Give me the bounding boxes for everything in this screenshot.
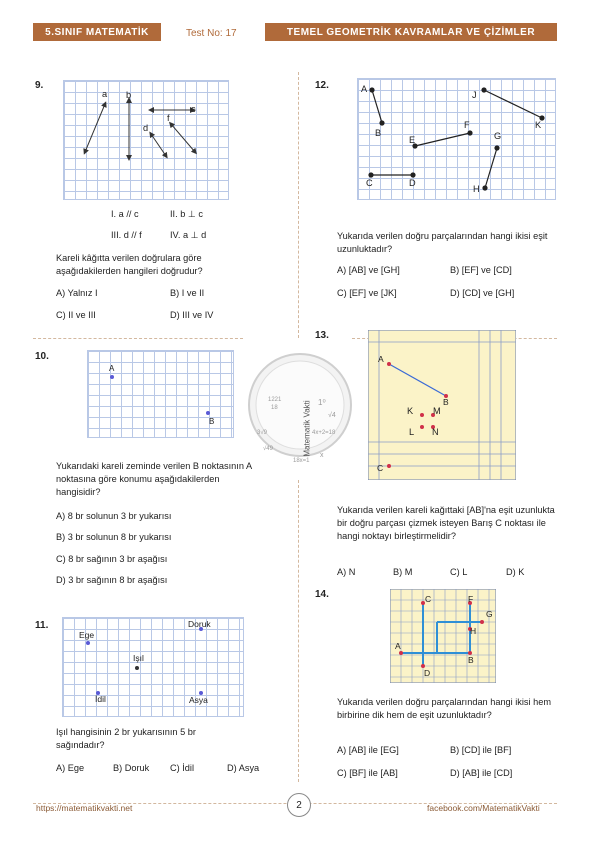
seg-label-g: G [494, 131, 502, 141]
q11-option-a[interactable]: A) Ege [56, 763, 85, 773]
q14-option-a[interactable]: A) [AB] ile [EG] [337, 745, 399, 755]
q9-option-b[interactable]: B) I ve II [170, 288, 205, 298]
test-number: Test No: 17 [186, 28, 237, 39]
q10-option-c[interactable]: C) 8 br sağının 3 br aşağısı [56, 554, 168, 564]
footer-facebook-link[interactable]: facebook.com/MatematikVakti [427, 803, 540, 813]
topic-badge: TEMEL GEOMETRİK KAVRAMLAR VE ÇİZİMLER [265, 23, 557, 41]
footer-website-link[interactable]: https://matematikvakti.net [36, 803, 133, 813]
watermark-text: Matematik Vakti [302, 400, 312, 457]
question-12-text: Yukarıda verilen doğru parçalarından hangi ikisi eşit uzunluktadır? [337, 231, 548, 254]
grid14-label-c: C [425, 594, 432, 604]
grid13-label-a: A [378, 354, 384, 364]
grid13-label-c: C [377, 463, 384, 473]
grid14-label-h: H [470, 626, 477, 636]
q10-option-d[interactable]: D) 3 br sağının 8 br aşağısı [56, 575, 168, 585]
grid13-label-l: L [409, 427, 415, 437]
watermark-formula-9: x [320, 452, 324, 459]
q9-option-c[interactable]: C) II ve III [56, 310, 96, 320]
question-14-number: 14. [315, 589, 329, 600]
statement-1: I. a // c [111, 209, 139, 219]
seg-label-f: F [464, 120, 470, 130]
statement-3: III. d // f [111, 230, 142, 240]
line-label-c: c [191, 104, 196, 114]
q10-option-a[interactable]: A) 8 br solunun 3 br yukarısı [56, 511, 172, 521]
q9-option-a[interactable]: A) Yalnız I [56, 288, 98, 298]
point-b-label: B [209, 417, 215, 426]
q14-option-c[interactable]: C) [BF] ile [AB] [337, 768, 398, 778]
watermark-formula-6: 3√9 [257, 430, 267, 436]
question-10-number: 10. [35, 351, 49, 362]
point-a-label: A [109, 364, 115, 373]
question-13-text: Yukarıda verilen kareli kağıttaki [AB]'na eşit uzunlukta bir doğru parçası çizmek isteyen Barış C noktası ile hangi noktayı birleştirmelidir? [337, 505, 555, 541]
seg-label-j: J [472, 90, 477, 100]
line-label-b: b [126, 90, 132, 100]
q12-option-a[interactable]: A) [AB] ve [GH] [337, 265, 400, 275]
watermark-logo [247, 352, 353, 458]
q9-option-d[interactable]: D) III ve IV [170, 310, 214, 320]
q13-option-c[interactable]: C) L [450, 567, 468, 577]
statement-4: IV. a ⊥ d [170, 230, 207, 240]
question-11-text: Işıl hangisinin 2 br yukarısının 5 br sağındadır? [56, 727, 196, 750]
question-14-grid [390, 589, 496, 683]
grid13-label-b: B [443, 397, 449, 407]
column-divider-bottom [298, 480, 299, 782]
line-label-d: d [143, 123, 149, 133]
question-10-text: Yukarıdaki kareli zeminde verilen B noktasının A noktasına göre konumu aşağıdakilerden hangisidir? [56, 461, 252, 497]
seg-label-c: C [366, 178, 373, 188]
watermark-formula-5: 4x+2=18 [312, 430, 336, 436]
place-asya: Asya [189, 695, 208, 705]
q14-option-d[interactable]: D) [AB] ile [CD] [450, 768, 513, 778]
grid14-label-a: A [395, 641, 401, 651]
line-label-a: a [102, 89, 108, 99]
watermark-formula-4: √4 [328, 412, 336, 419]
seg-label-k: K [535, 120, 542, 130]
grid13-label-m: M [433, 406, 441, 416]
seg-label-e: E [409, 135, 416, 145]
q12-option-c[interactable]: C) [EF] ve [JK] [337, 288, 397, 298]
q11-option-b[interactable]: B) Doruk [113, 763, 150, 773]
question-13-grid [368, 330, 516, 480]
watermark-formula-2: 18 [271, 405, 278, 411]
question-13-number: 13. [315, 330, 329, 341]
watermark-formula-1: 1221 [268, 397, 282, 403]
grid14-label-f: F [468, 594, 474, 604]
q13-option-b[interactable]: B) M [393, 567, 413, 577]
question-9-number: 9. [35, 80, 44, 91]
q13-option-d[interactable]: D) K [506, 567, 525, 577]
place-doruk: Doruk [188, 619, 211, 629]
seg-label-b: B [375, 128, 382, 138]
q12-option-b[interactable]: B) [EF] ve [CD] [450, 265, 512, 275]
grid14-label-b: B [468, 655, 474, 665]
q14-option-b[interactable]: B) [CD] ile [BF] [450, 745, 512, 755]
grid13-label-n: N [432, 427, 439, 437]
line-label-f: f [167, 113, 170, 123]
question-9-lines [63, 80, 229, 200]
grid13-label-k: K [407, 406, 414, 416]
watermark-formula-3: 1⁰ [318, 398, 326, 407]
subject-badge: 5.SINIF MATEMATİK [33, 23, 161, 41]
seg-label-h: H [473, 184, 480, 194]
question-14-text: Yukarıda verilen doğru parçalarından hangi ikisi hem birbirine dik hem de eşit uzunluktadır? [337, 697, 551, 720]
watermark-formula-8: 18x=1 [293, 458, 310, 464]
statement-2: II. b ⊥ c [170, 209, 204, 219]
grid14-label-d: D [424, 668, 431, 678]
place-isil: Işıl [133, 653, 144, 663]
q13-option-a[interactable]: A) N [337, 567, 356, 577]
place-idil: İdil [95, 694, 106, 704]
seg-label-a: A [361, 84, 368, 94]
question-12-segments [357, 78, 556, 200]
question-9-text: Kareli kâğıtta verilen doğrulara göre aşağıdakilerden hangileri doğrudur? [56, 253, 203, 276]
q10-option-b[interactable]: B) 3 br solunun 8 br yukarısı [56, 532, 172, 542]
place-ege: Ege [79, 630, 95, 640]
watermark-formula-7: √49 [263, 446, 273, 452]
q11-option-c[interactable]: C) İdil [170, 763, 194, 773]
q12-option-d[interactable]: D) [CD] ve [GH] [450, 288, 515, 298]
seg-label-d: D [409, 178, 416, 188]
question-12-number: 12. [315, 80, 329, 91]
column-divider-top [298, 72, 299, 338]
page-number: 2 [287, 793, 311, 817]
q11-option-d[interactable]: D) Asya [227, 763, 260, 773]
question-11-number: 11. [35, 620, 49, 631]
grid14-label-g: G [486, 609, 493, 619]
row-divider-left [33, 338, 243, 339]
